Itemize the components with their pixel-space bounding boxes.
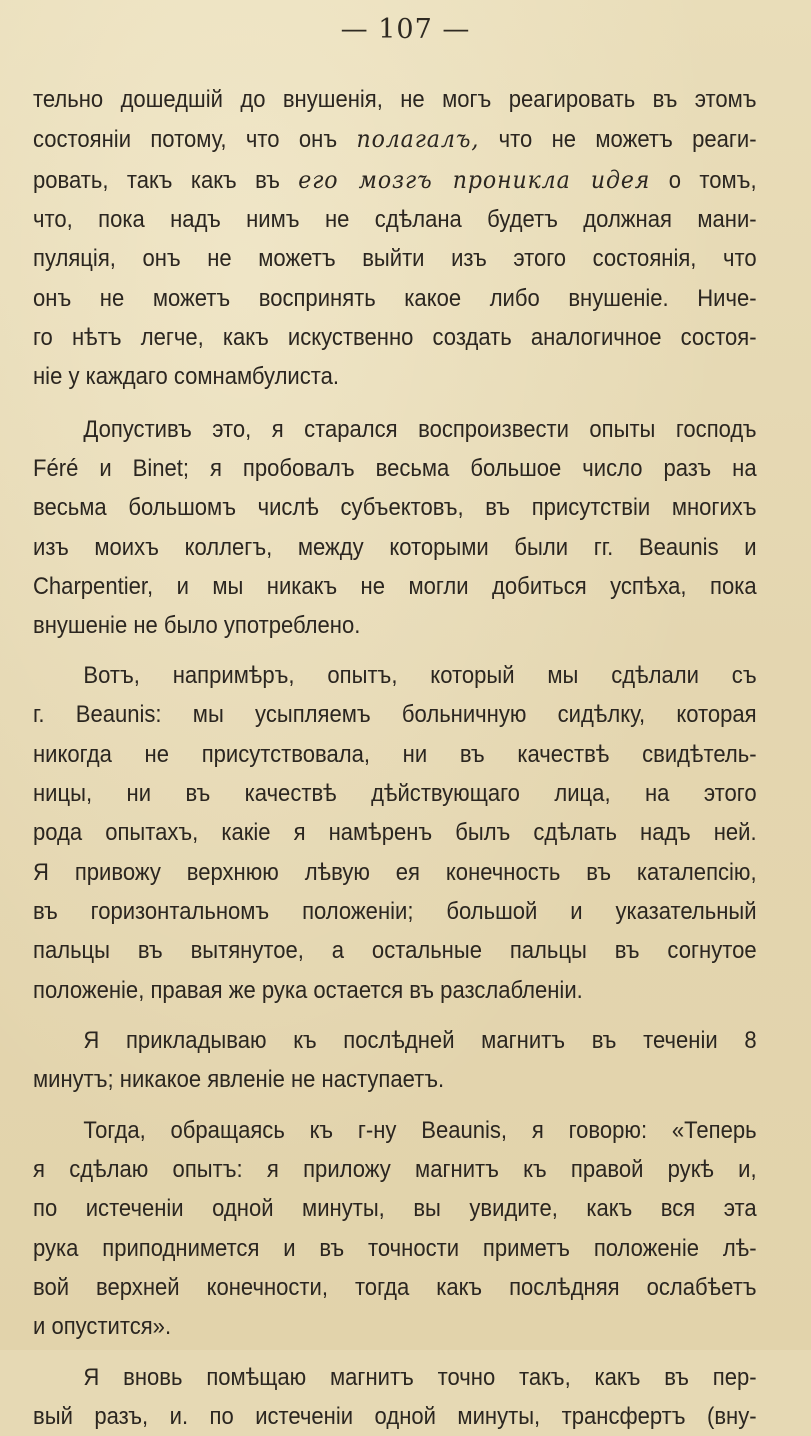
text-line: положеніе, правая же рука остается въ разслабленіи. xyxy=(33,976,583,1004)
text-line: вой верхней конечности, тогда какъ послѣдняя ослабѣетъ xyxy=(33,1273,757,1301)
text-line: Charpentier, и мы никакъ не могли добиться успѣха, пока xyxy=(33,573,757,601)
text-fragment: что не можетъ реаги- xyxy=(479,126,757,154)
text-fragment: состояніи потому, что онъ xyxy=(33,126,357,154)
text-line xyxy=(33,160,757,200)
paragraph-2 xyxy=(33,410,757,646)
text-line: онъ не можетъ воспринять какое либо внушеніе. Ниче- xyxy=(33,284,757,312)
text-line: го нѣтъ легче, какъ искуственно создать аналогичное состоя- xyxy=(33,324,757,352)
text-line: ницы, ни въ качествѣ дѣйствующаго лица, на этого xyxy=(33,779,757,807)
text-line: въ горизонтальномъ положеніи; большой и указательный xyxy=(33,897,757,925)
text-line: ніе у каждаго сомнамбулиста. xyxy=(33,363,340,391)
text-line: минутъ; никакое явленіе не наступаетъ. xyxy=(33,1066,445,1094)
page-body xyxy=(33,80,757,1436)
text-line: весьма большомъ числѣ субъектовъ, въ присутствіи многихъ xyxy=(33,494,757,522)
text-line: Вотъ, напримѣръ, опытъ, который мы сдѣлали съ xyxy=(83,661,757,689)
text-line: по истеченіи одной минуты, вы увидите, какъ вся эта xyxy=(33,1195,757,1223)
page-number: — 107 — xyxy=(340,14,471,45)
text-line: тельно дошедшій до внушенія, не могъ реагировать въ этомъ xyxy=(33,86,757,113)
text-line: я сдѣлаю опытъ: я приложу магнитъ къ правой рукѣ и, xyxy=(33,1155,757,1183)
text-line: изъ моихъ коллегъ, между которыми были гг. Beaunis и xyxy=(33,533,757,561)
text-line: и опустится». xyxy=(33,1313,172,1341)
text-line: рода опытахъ, какіе я намѣренъ былъ сдѣлать надъ ней. xyxy=(33,819,757,847)
text-line: пальцы въ вытянутое, а остальные пальцы въ согнутое xyxy=(33,937,757,965)
text-line: рука приподнимется и въ точности приметъ положеніе лѣ- xyxy=(33,1234,757,1262)
text-line: вый разъ, и. по истеченіи одной минуты, трансфертъ (вну- xyxy=(33,1403,757,1430)
text-line: внушеніе не было употреблено. xyxy=(33,612,361,640)
text-line: Тогда, обращаясь къ г-ну Beaunis, я говорю: «Теперь xyxy=(83,1116,757,1144)
paragraph-4 xyxy=(33,1021,757,1100)
text-line: пуляція, онъ не можетъ выйти изъ этого состоянія, что xyxy=(33,245,757,273)
text-line: Я привожу верхнюю лѣвую ея конечность въ каталепсію, xyxy=(33,858,757,886)
text-line: Я вновь помѣщаю магнитъ точно такъ, какъ въ пер- xyxy=(83,1363,757,1391)
text-line: г. Beaunis: мы усыпляемъ больничную сидѣлку, которая xyxy=(33,701,757,729)
italic-text: полагалъ, xyxy=(356,124,480,154)
italic-text: его мозгъ проникла идея xyxy=(298,164,651,194)
text-fragment: о томъ, xyxy=(650,166,757,194)
paragraph-6 xyxy=(33,1358,757,1436)
text-fragment: ровать, такъ какъ въ xyxy=(33,166,299,194)
text-line: Допустивъ это, я старался воспроизвести опыты господъ xyxy=(83,415,757,443)
paragraph-1 xyxy=(33,80,757,397)
text-line: что, пока надъ нимъ не сдѣлана будетъ должная мани- xyxy=(33,206,757,234)
text-line: Féré и Binet; я пробовалъ весьма большое число разъ на xyxy=(33,455,757,483)
text-line: никогда не присутствовала, ни въ качествѣ свидѣтель- xyxy=(33,740,757,768)
text-line xyxy=(33,119,757,159)
paragraph-3 xyxy=(33,656,757,1010)
text-line: Я прикладываю къ послѣдней магнитъ въ теченіи 8 xyxy=(83,1026,757,1054)
paragraph-5 xyxy=(33,1111,757,1347)
